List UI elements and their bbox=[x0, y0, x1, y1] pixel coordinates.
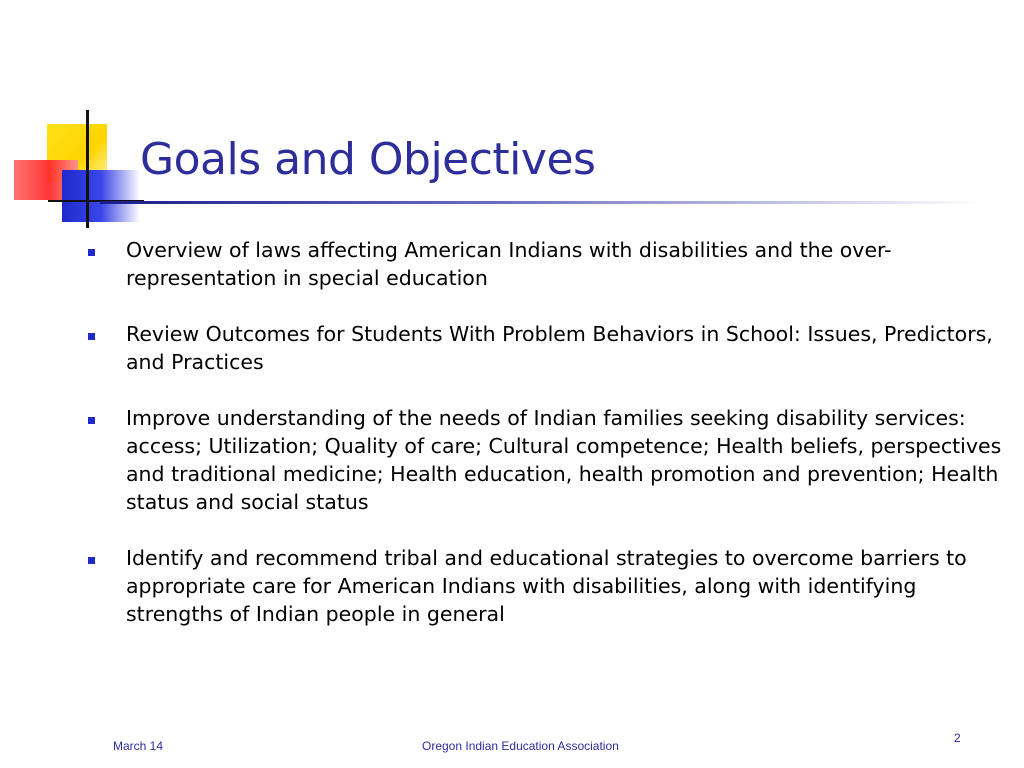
bullet-square-icon bbox=[88, 417, 95, 424]
slide-title: Goals and Objectives bbox=[140, 134, 596, 185]
bullet-square-icon bbox=[88, 249, 95, 256]
logo-blue-square bbox=[62, 170, 140, 222]
title-underline bbox=[100, 201, 980, 204]
logo-vertical-line bbox=[86, 110, 89, 228]
footer-date: March 14 bbox=[113, 739, 164, 753]
bullet-item bbox=[88, 404, 1008, 516]
bullet-item bbox=[88, 236, 1008, 292]
bullet-text: Identify and recommend tribal and educational strategies to overcome barriers to appropriate care for American Indians with disabilities, along with identifying strengths of Indian people in general bbox=[126, 546, 967, 626]
bullet-list bbox=[88, 236, 1008, 656]
bullet-text: Improve understanding of the needs of Indian families seeking disability services: access; Utilization; Quality of care; Cultural competence; Health beliefs, perspectives and traditional medicine; Health education, health promotion and prevention; Health status and social status bbox=[126, 406, 1002, 514]
page-number: 2 bbox=[954, 731, 961, 745]
footer-organization: Oregon Indian Education Association bbox=[422, 739, 619, 753]
bullet-square-icon bbox=[88, 557, 95, 564]
bullet-item bbox=[88, 544, 1008, 628]
bullet-text: Review Outcomes for Students With Problem Behaviors in School: Issues, Predictors, and Practices bbox=[126, 322, 993, 374]
bullet-square-icon bbox=[88, 333, 95, 340]
bullet-text: Overview of laws affecting American Indians with disabilities and the over-representation in special education bbox=[126, 238, 892, 290]
bullet-item bbox=[88, 320, 1008, 376]
decorative-logo bbox=[0, 0, 160, 240]
